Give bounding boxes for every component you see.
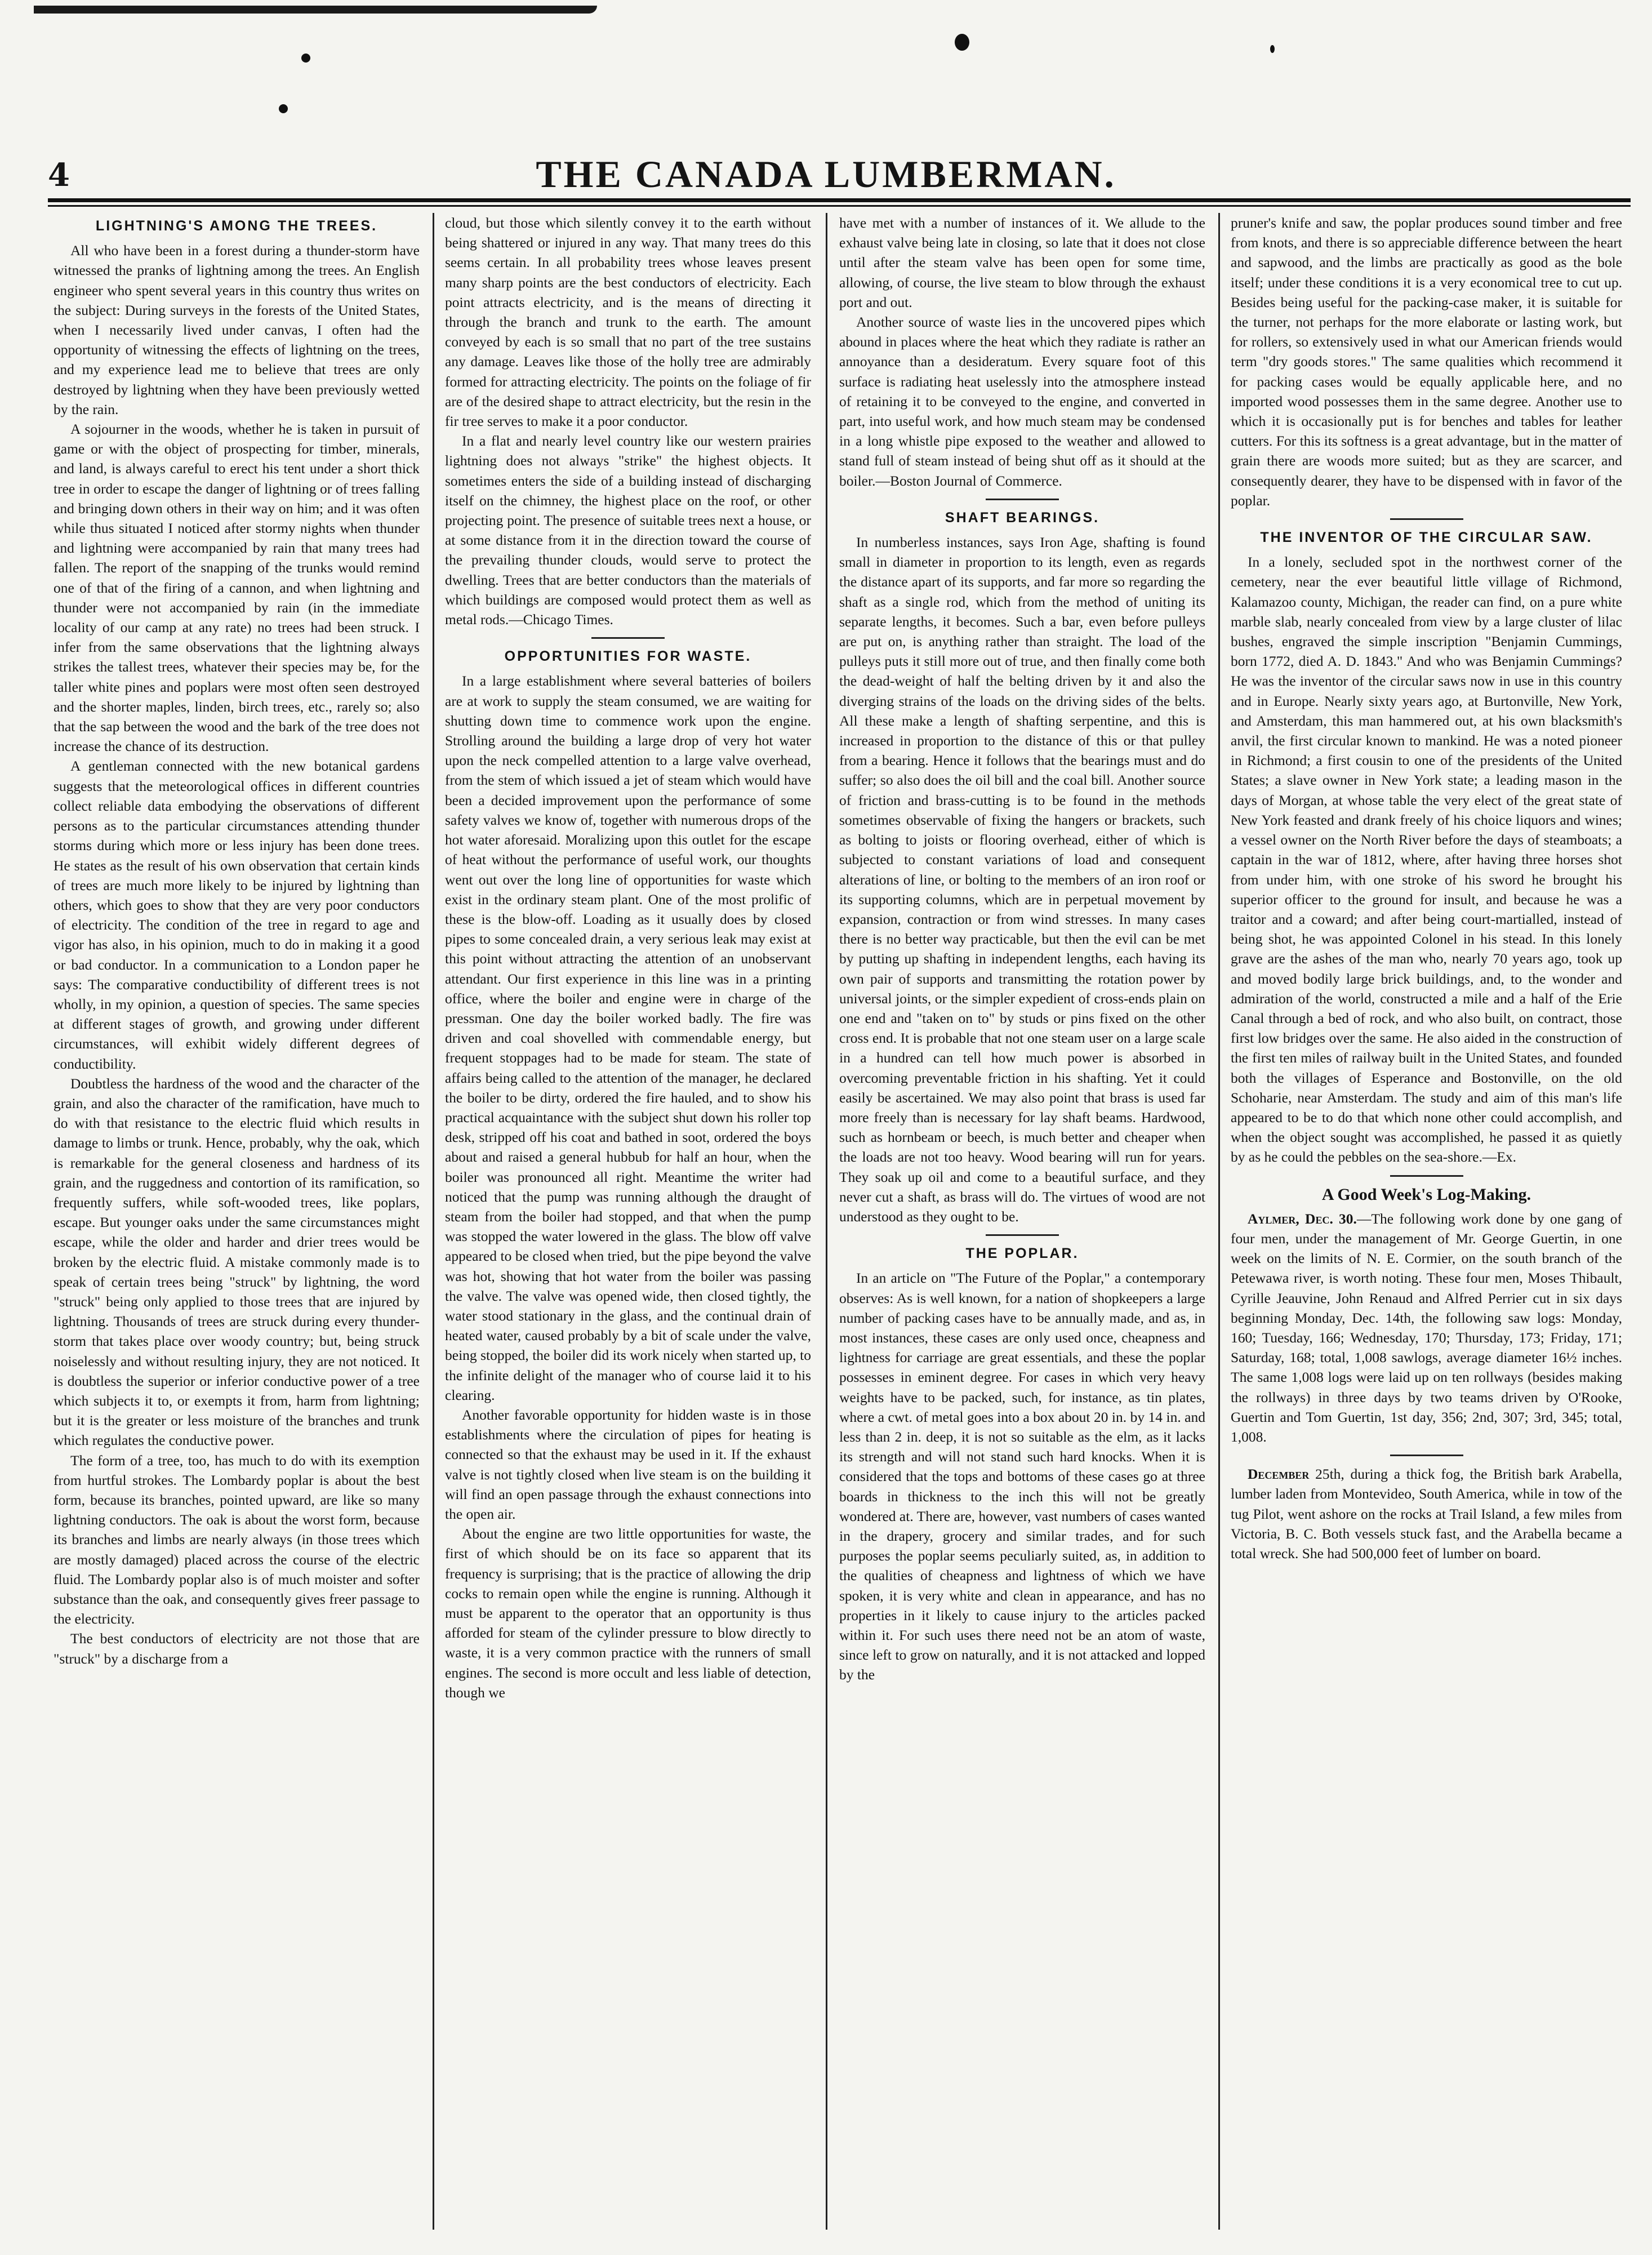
paragraph: Doubtless the hardness of the wood and the character of the grain, and also the character of the ramification, have much to do with that resistance to the electric fluid which results in damage to limbs or trunk. Hence, probably, why the oak, which is remarkable for the general closeness and hardness of its grain, and the ruggedness and contortion of its ramification, so frequently suffers, while soft-wooded trees, like poplars, escape. But younger oaks under the same circumstances might escape, while the older and harder and drier trees would be broken by the electric fluid. A mistake commonly made is to speak of certain trees being "struck" by lightning, the word "struck" being only applied to those trees that are injured by lightning. Thousands of trees are struck during every thunder-storm that takes place over woody country; but, being struck noiselessly and without resulting injury, they are not noticed. It is doubtless the superior or inferior conductive power of a tree which subjects it to, or exempts it from, harm from lightning; but it is the greater or less moisture of the branches and trunk which regulates the conductive power.: [54, 1075, 420, 1449]
paragraph: The best conductors of electricity are not those that are "struck" by a discharge from a: [54, 1630, 420, 1667]
paragraph: About the engine are two little opportunities for waste, the first of which should be on its face so apparent that its frequency is surprising; that is the practice of allowing the drip cocks to remain open while the engine is running. Although it must be apparent to the operator that an opportunity is thus afforded for steam of the cylinder pressure to blow directly to waste, it is a very common practice with the runners of small engines. The second is more occult and less liable of detection, though we: [445, 1525, 811, 1701]
section-rule: [1390, 518, 1463, 520]
paragraph: pruner's knife and saw, the poplar produces sound timber and free from knots, and there is so appreciable difference between the heart and sapwood, and the limbs are practically as good as the bole itself; under these conditions it is a very economical tree to cut up. Besides being useful for the packing-case maker, it is suitable for the turner, not perhaps for the more elaborate or lasting work, but for rollers, so extensively used in what our American friends would term "dry goods stores." The same qualities which recommend it for packing cases would be equally applicable here, and no imported wood possesses them in the same degree. Another use to which it is occasionally put is for benches and tables for leather cutters. For this its softness is a great advantage, but in the matter of grain there are woods more suited; but as they are scarcer, and consequently dearer, they have to be dispensed with in favor of the poplar.: [1231, 215, 1622, 509]
paragraph: In an article on "The Future of the Poplar," a contemporary observes: As is well known, for a nation of shopkeepers a large number of packing cases have to be annually made, and as, in most instances, these cases are only used once, cheapness and lightness for carriage are great essentials, and these the poplar possesses in eminent degree. For cases in which very heavy weights have to be packed, such, for instance, as tin plates, where a cwt. of metal goes into a box about 20 in. by 14 in. and less than 2 in. deep, it is not so suitable as the elm, as it lacks its strength and will not stand such hard knocks. When it is considered that the tops and bottoms of these cases go at three boards in thickness to the inch this will not be greatly wondered at. There are, however, vast numbers of cases wanted in the drapery, grocery and similar trades, and for such purposes the poplar seems peculiarly suited, as, in addition to the qualities of cheapness and lightness of which we have spoken, it is very white and clean in appearance, and has no properties in it likely to cause injury to the articles packed within it. For such uses there need not be an atom of waste, since left to grow on naturally, and it is not attacked and lopped by the: [839, 1270, 1205, 1683]
article-title-waste: OPPORTUNITIES FOR WASTE.: [504, 648, 752, 665]
paragraph: [1231, 1209, 1622, 1447]
section-rule: [1390, 1175, 1463, 1177]
column-3: [839, 213, 1205, 2235]
paragraph: Another favorable opportunity for hidden waste is in those establishments where the circulation of pipes for heating is connected so that the exhaust may be used in it. If the exhaust valve is not tightly closed when live steam is on the building it will find an open passage through the exhaust connections into the open air.: [445, 1406, 811, 1522]
header-rule: [48, 198, 1631, 202]
paragraph: In numberless instances, says Iron Age, shafting is found small in diameter in proportion to its length, even as regards the distance apart of its supports, and far more so regarding the shaft as a single rod, which from the method of uniting its separate lengths, it becomes. Such a bar, even before pulleys are put on, is anything rather than straight. The load of the pulleys puts it still more out of true, and then finally come both the dead-weight of half the belting driven by it and also the diverging strains of the loads on the driving sides of the belts. All these make a length of shafting serpentine, and this is increased in proportion to the distance of this or that pulley from a bearing. Hence it follows that the bearings must and do suffer; so also does the oil bill and the coal bill. Another source of friction and brass-cutting is to be found in the methods sometimes observable of fixing the hangers or brackets, such as bolting to joists or flooring overhead, either of which is subjected to constant variations of load and consequent alterations of line, or bolting to the members of an iron roof or its supporting columns, which are in perpetual movement by expansion, contraction or from wind stresses. In many cases there is no better way practicable, but then the evil can be met by putting up shafting in independent lengths, each having its own pair of supports and transmitting the rotation power by universal joints, or the simpler expedient of cross-ends plain on one end and "taken on to" by studs or pins fixed on the other cross end. It is probable that not one steam user on a large scale in a hundred can tell how much power is absorbed in overcoming preventable friction in his shafting. Yet it could easily be ascertained. We may also point that brass is used far more freely than is necessary for lay shaft beams. Hardwood, such as hornbeam or beech, is much better and cheaper when the loads are not too heavy. Wood bearing will run for years. They soak up oil and come to a beautiful surface, and they never cut a shaft, as brass will do. The virtues of wood are not understood as they ought to be.: [839, 534, 1205, 1225]
article-title-shaft-bearings: SHAFT BEARINGS.: [945, 509, 1100, 526]
paragraph-text: 25th, during a thick fog, the British bark Arabella, lumber laden from Montevideo, South America, while in tow of the tug Pilot, went ashore on the rocks at Trail Island, a few miles from Victoria, B. C. Both vessels stuck fast, and the Arabella became a total wreck. She had 500,000 feet of lumber on board.: [1231, 1466, 1622, 1562]
paragraph: A gentleman connected with the new botanical gardens suggests that the meteorological offices in different countries collect reliable data embodying the observations of different persons as to the particular circumstances attending thunder storms during which more or less injury has been done trees. He states as the result of his own observation that certain kinds of trees are much more likely to be injured by lightning than others, which goes to show that they are very poor conductors of electricity. The condition of the tree in regard to age and vigor has also, in his opinion, much to do in making it a good or bad conductor. In a communication to a London paper he says: The comparative conductibility of different trees is not wholly, in my opinion, a question of species. The same species at different stages of growth, and growing under different circumstances, will exhibit widely different degrees of conductibility.: [54, 758, 420, 1072]
dateline: December: [1248, 1466, 1310, 1483]
section-rule: [1390, 1455, 1463, 1456]
section-rule: [986, 499, 1059, 500]
dateline: Aylmer, Dec. 30.: [1248, 1210, 1357, 1227]
scan-speck: [1270, 45, 1275, 53]
paragraph: In a lonely, secluded spot in the northwest corner of the cemetery, near the ever beautiful little village of Richmond, Kalamazoo county, Michigan, the reader can find, on a pure white marble slab, nearly concealed from view by a large cluster of lilac bushes, engraved the simple inscription "Benjamin Cummings, born 1772, died A. D. 1843." And who was Benjamin Cummings? He was the inventor of the circular saws now in use in this country and in Europe. Nearly sixty years ago, at Burtonville, New York, and Amsterdam, this man hammered out, at his own blacksmith's anvil, the first circular known to mankind. He was a noted pioneer in Richmond; a first cousin to one of the presidents of the United States; a slave owner in New York state; a leading mason in the days of Morgan, at whose table the very elect of the great state of New York feasted and drank freely of his choice liquors and wines; a vessel owner on the North River before the days of steamboats; a captain in the war of 1812, where, after having three horses shot from under him, with one stroke of his sword he brought his superior officer to the ground for insult, and because he was a traitor and a coward; and after being court-martialled, instead of being shot, he was appointed Colonel in his stead. In this lonely grave are the ashes of the man who, nearly 70 years ago, took up and moved bodily large brick buildings, and, to the wonder and admiration of the world, constructed a mile and a half of the Erie Canal through a bed of rock, and who also built, on contract, those first low bridges over the same. He also aided in the construction of the first ten miles of railway built in the United States, and founded both the villages of Esperance and Bostonville, on the old Schoharie, near Amsterdam. The study and aim of this man's life appeared to be to do that which none other could accomplish, and when the object sought was accomplished, he passed it as quietly by as he could the pebbles on the sea-shore.—Ex.: [1231, 554, 1622, 1166]
page-number: 4: [48, 157, 70, 194]
paragraph: Another source of waste lies in the uncovered pipes which abound in places where the heat which they radiate is rather an annoyance than a desideratum. Every square foot of this surface is radiating heat uselessly into the atmosphere instead of retaining it to be conveyed to the engine, and converted in part, into useful work, and how much steam may be condensed in a long whistle pipe exposed to the weather and allowed to stand full of steam instead of being shut off as it should at the boiler.—Boston Journal of Commerce.: [839, 314, 1205, 489]
column-divider: [826, 213, 827, 2230]
scan-edge-mark: [34, 6, 597, 14]
article-title-log-making: A Good Week's Log-Making.: [1321, 1185, 1531, 1204]
article-title-poplar: THE POPLAR.: [965, 1246, 1079, 1262]
column-divider: [433, 213, 434, 2230]
paragraph: All who have been in a forest during a thunder-storm have witnessed the pranks of lightning among the trees. An English engineer who spent several years in this country thus writes on the subject: During surveys in the forests of the United States, when I necessarily lived under canvas, I often had the opportunity of witnessing the effects of lightning on the trees, and my experience lead me to believe that trees are only destroyed by lightning when they have been previously wetted by the rain.: [54, 242, 420, 417]
paragraph: The form of a tree, too, has much to do with its exemption from hurtful strokes. The Lombardy poplar is about the best form, because its branches, pointed upward, are like so many lightning conductors. The oak is about the worst form, because its branches and limbs are nearly always (in those trees which are mostly damaged) placed across the course of the electric fluid. The Lombardy poplar also is of much moister and softer substance than the oak, and consequently gives freer passage to the electricity.: [54, 1452, 420, 1627]
paragraph: have met with a number of instances of it. We allude to the exhaust valve being late in closing, so late that it does not close until after the steam valve has been open for some time, allowing, of course, the live steam to blow through the exhaust port and out.: [839, 215, 1205, 310]
scan-speck: [955, 34, 969, 51]
column-divider: [1218, 213, 1220, 2230]
paragraph: cloud, but those which silently convey it to the earth without being shattered or injured in any way. That many trees do this seems certain. In all probability trees whose leaves present many sharp points are the best conductors of electricity. Each point attracts electricity, and is the means of directing it through the branch and trunk to the earth. The amount conveyed by each is so small that no part of the tree sustains any damage. Leaves like those of the holly tree are admirably formed for attracting electricity. The points on the foliage of fir are of the desired shape to attract electricity, but the resin in the fir tree serves to make it a poor conductor.: [445, 215, 811, 430]
paragraph: In a flat and nearly level country like our western prairies lightning does not always "strike" the highest objects. It sometimes enters the side of a building instead of discharging itself on the chimney, the highest place on the roof, or other projecting point. The presence of suitable trees next a house, or at some distance from it in the direction toward the course of the prevailing thunder clouds, would serve to protect the dwelling. Trees that are better conductors than the materials of which buildings are composed would protect them as well as metal rods.—Chicago Times.: [445, 433, 811, 628]
paragraph: A sojourner in the woods, whether he is taken in pursuit of game or with the object of prospecting for timber, minerals, and land, is always careful to erect his tent under a short thick tree in order to escape the danger of lightning or of trees falling and bringing down others in their way on him; and it was often while thus situated I noticed after stormy nights when thunder and lightning were accompanied by rain that many trees had fallen. The report of the snapping of the trunks would remind one of that of the firing of a cannon, and when lightning and thunder were not accompanied by rain (in the immediate locality of our camp at any rate) no trees had been struck. I infer from the same observations that the lightning always strikes the tallest trees, whatever their species may be, for the taller white pines and poplars were most often seen destroyed and the shorter maples, linden, birch trees, etc., rarely so; also that the sap between the wood and the bark of the tree does not increase the chance of its destruction.: [54, 421, 420, 755]
scan-speck: [301, 54, 310, 63]
column-4: [1231, 213, 1622, 2235]
section-rule: [591, 637, 665, 639]
article-title-lightning: LIGHTNING'S AMONG THE TREES.: [95, 218, 378, 234]
paragraph: In a large establishment where several batteries of boilers are at work to supply the steam consumed, we are waiting for shutting down time to commence work upon the engine. Strolling around the building a large drop of very hot water upon the neck compelled attention to a large valve overhead, from the stem of which issued a jet of steam which would have been a decided improvement upon the performance of some safety valves we know of, together with numerous drops of the hot water aforesaid. Moralizing upon this outlet for the escape of heat without the performance of useful work, our thoughts went out over the long line of opportunities for waste which exist in the ordinary steam plant. One of the most prolific of these is the blow-off. Loading as it usually does by closed pipes to some concealed drain, a very serious leak may exist at this point without attracting the attention of an unobservant attendant. Our first experience in this line was in a printing office, where the boiler and engine were in charge of the pressman. One day the boiler worked badly. The fire was driven and coal shovelled with commendable energy, but frequent stoppages had to be made for steam. The state of affairs being called to the attention of the manager, he declared the boiler to be dirty, ordered the fire hauled, and to show his practical acquaintance with the subject shut down his roller top desk, stripped off his coat and bathed in soot, ordered the boys about and raised a general hubbub for half an hour, when the boiler was pronounced all right. Meantime the writer had noticed that the pump was running although the draught of steam from the boiler had stopped, and that when the pump was stopped the water lowered in the glass. The blow off valve appeared to be closed when tried, but the pipe beyond the valve was hot, showing that hot water from the boiler was passing the valve. The valve was opened wide, then closed tightly, the water stood stationary in the glass, and the continual drain of heated water, caused probably by a bit of scale under the valve, being stopped, the boiler did its work nicely when started up, to the infinite delight of the manager who of course laid it to his clearing.: [445, 673, 811, 1403]
header-rule-thin: [48, 205, 1631, 207]
column-1: [54, 213, 420, 2235]
column-2: [445, 213, 811, 2235]
masthead: THE CANADA LUMBERMAN.: [536, 153, 1116, 195]
scan-speck: [279, 104, 288, 113]
paragraph-text: —The following work done by one gang of four men, under the management of Mr. George Guertin, in one week on the limits of N. E. Cormier, on the south branch of the Petewawa river, is worth noting. These four men, Moses Thibault, Cyrille Jeauvine, John Renaud and Alfred Perrier cut in six days beginning Monday, Dec. 14th, the following saw logs: Monday, 160; Tuesday, 166; Wednesday, 170; Thursday, 173; Friday, 171; Saturday, 168; total, 1,008 sawlogs, average diameter 16½ inches. The same 1,008 logs were laid up on ten rollways (besides making the rollways) in three days by two teams driven by O'Rooke, Guertin and Tom Guertin, 1st day, 356; 2nd, 307; 3rd, 345; total, 1,008.: [1231, 1210, 1622, 1445]
section-rule: [986, 1234, 1059, 1236]
paragraph: [1231, 1464, 1622, 1563]
article-title-circular-saw: THE INVENTOR OF THE CIRCULAR SAW.: [1260, 530, 1593, 546]
